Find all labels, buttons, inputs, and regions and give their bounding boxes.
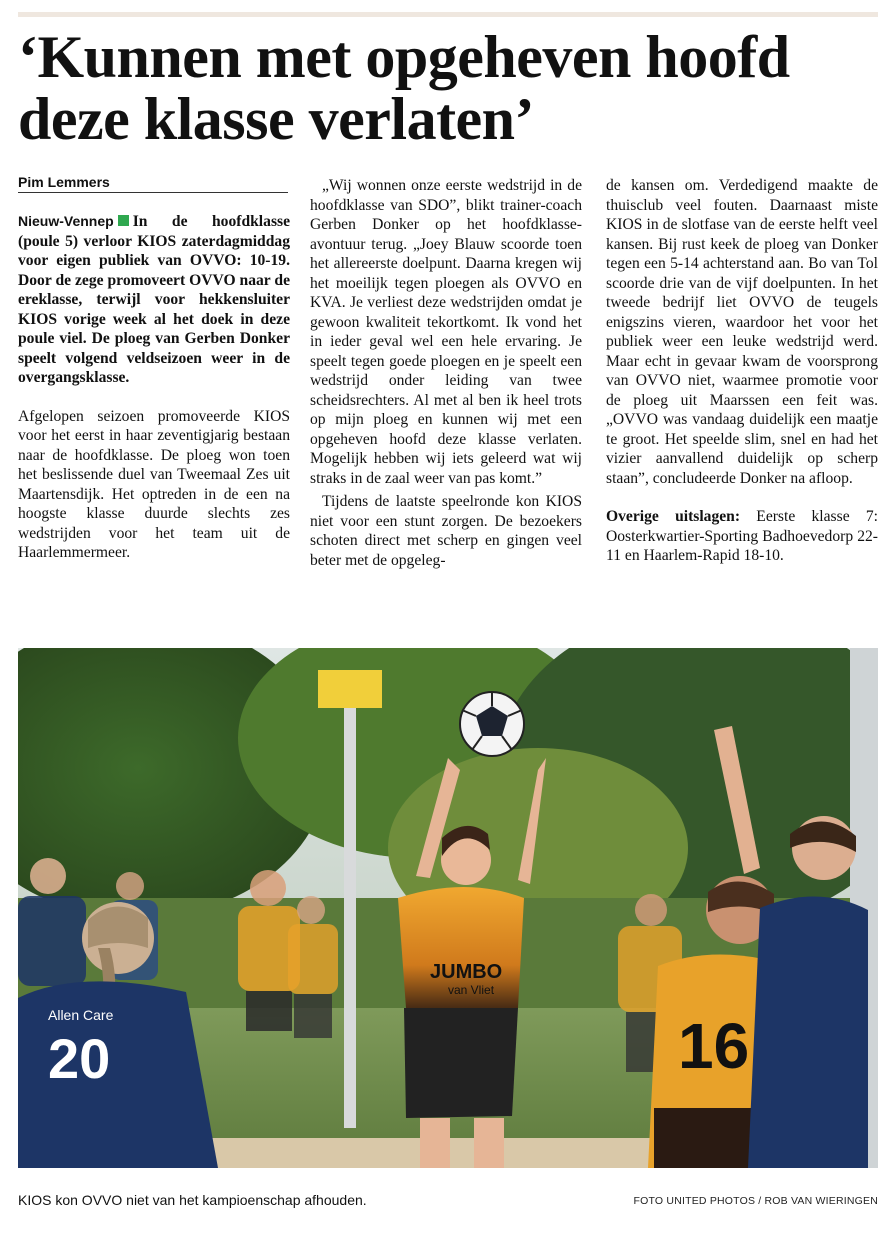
body-paragraph: „Wij wonnen onze eerste wedstrijd in de hoofdklasse van SDO”, blikt trainer-coach Gerben Donker op het hoofdklasse-avontuur terug. „Joey Blauw scoorde toen het allereerste doelpunt. Daarna kregen wij het moeilijk tegen ploegen als OVVO en KVA. Je verliest deze wedstrijden omdat je gewoon kwaliteit tekortkomt. Ik vond het in ieder geval wel een hele ervaring. Je speelt tegen goede ploegen en je speelt een wedstrijd onder leiding van twee scheidsrechters. Al met al ben ik heel trots op mijn ploeg en kunnen wij met een opgeheven hoofd deze klasse verlaten. Mogelijk hebben wij iets geleerd wat wij straks in de zaal weer van pas komt.” xyxy=(310,177,582,487)
column-1 xyxy=(18,212,290,563)
body-paragraph: Afgelopen seizoen promoveerde KIOS voor het eerst in haar zeventigjarig bestaan naar de hoofdklasse. De ploeg won toen het beslissende duel van Tweemaal Zes uit Maartensdijk. Het optreden in de een na hoogste klasse duurde slechts zes wedstrijden voor het team uit de Haarlemmermeer. xyxy=(18,407,290,561)
headline: ‘Kunnen met opgeheven hoofd deze klasse verlaten’ xyxy=(18,24,790,152)
top-rule xyxy=(18,12,878,17)
green-square-icon xyxy=(118,215,129,226)
jersey-sponsor-jumbo: JUMBO xyxy=(430,961,503,983)
jersey-sponsor-left: Allen Care xyxy=(48,1007,114,1023)
results-paragraph xyxy=(606,507,878,566)
korf-pole xyxy=(344,708,356,1128)
results-label: Overige uitslagen: xyxy=(606,508,741,525)
results-text: Eerste klasse 7: Oosterkwartier-Sporting Badhoevedorp 22-11 en Haarlem-Rapid 18-10. xyxy=(606,508,878,564)
jersey-number-left: 20 xyxy=(48,1027,111,1090)
jersey-sponsor-vanvliet: van Vliet xyxy=(448,983,495,997)
korfball xyxy=(460,692,524,756)
korf-basket xyxy=(318,670,382,708)
photo-credit: FOTO UNITED PHOTOS / ROB VAN WIERINGEN xyxy=(633,1195,878,1207)
column-2 xyxy=(310,176,582,570)
jersey-number-right: 16 xyxy=(678,1010,750,1082)
photo-caption: KIOS kon OVVO niet van het kampioenschap afhouden. xyxy=(18,1192,367,1208)
match-photo xyxy=(18,648,878,1168)
lead-paragraph xyxy=(18,212,290,388)
body-paragraph: Tijdens de laatste speelronde kon KIOS niet voor een stunt zorgen. De bezoekers schoten direct met scherp en gingen veel beter met de opgeleg- xyxy=(310,493,582,569)
dateline: Nieuw-Vennep xyxy=(18,213,114,229)
body-paragraph: de kansen om. Verdedigend maakte de thuisclub veel fouten. Daarnaast miste KIOS in de slotfase van de eerste helft veel kansen. Bij rust keek de ploeg van Donker tegen een 5-14 achterstand aan. Bo van Tol scoorde drie van de vijf doelpunten. In het tweede bedrijf liet OVVO de teugels enigszins vieren, waardoor het voor het publiek weer een leuke wedstrijd werd. Maar echt in gevaar kwam de voorsprong van OVVO niet, waarmee promotie voor de ploeg uit Maarssen een feit was. „OVVO was vandaag duidelijk een maatje te groot. Het speelde slim, snel en had het vizier aanvallend duidelijk op scherp staan”, concludeerde Donker na afloop. xyxy=(606,177,878,487)
lead-text: In de hoofdklasse (poule 5) verloor KIOS zaterdagmiddag voor eigen publiek van OVVO: 10-19. Door de zege promoveert OVVO naar de ereklasse, terwijl voor hekkensluiter KIOS vorige week al het doek in deze poule viel. De ploeg van Gerben Donker speelt volgend veldseizoen weer in de overgangsklasse. xyxy=(18,213,290,386)
column-3 xyxy=(606,176,878,566)
byline: Pim Lemmers xyxy=(18,174,288,193)
